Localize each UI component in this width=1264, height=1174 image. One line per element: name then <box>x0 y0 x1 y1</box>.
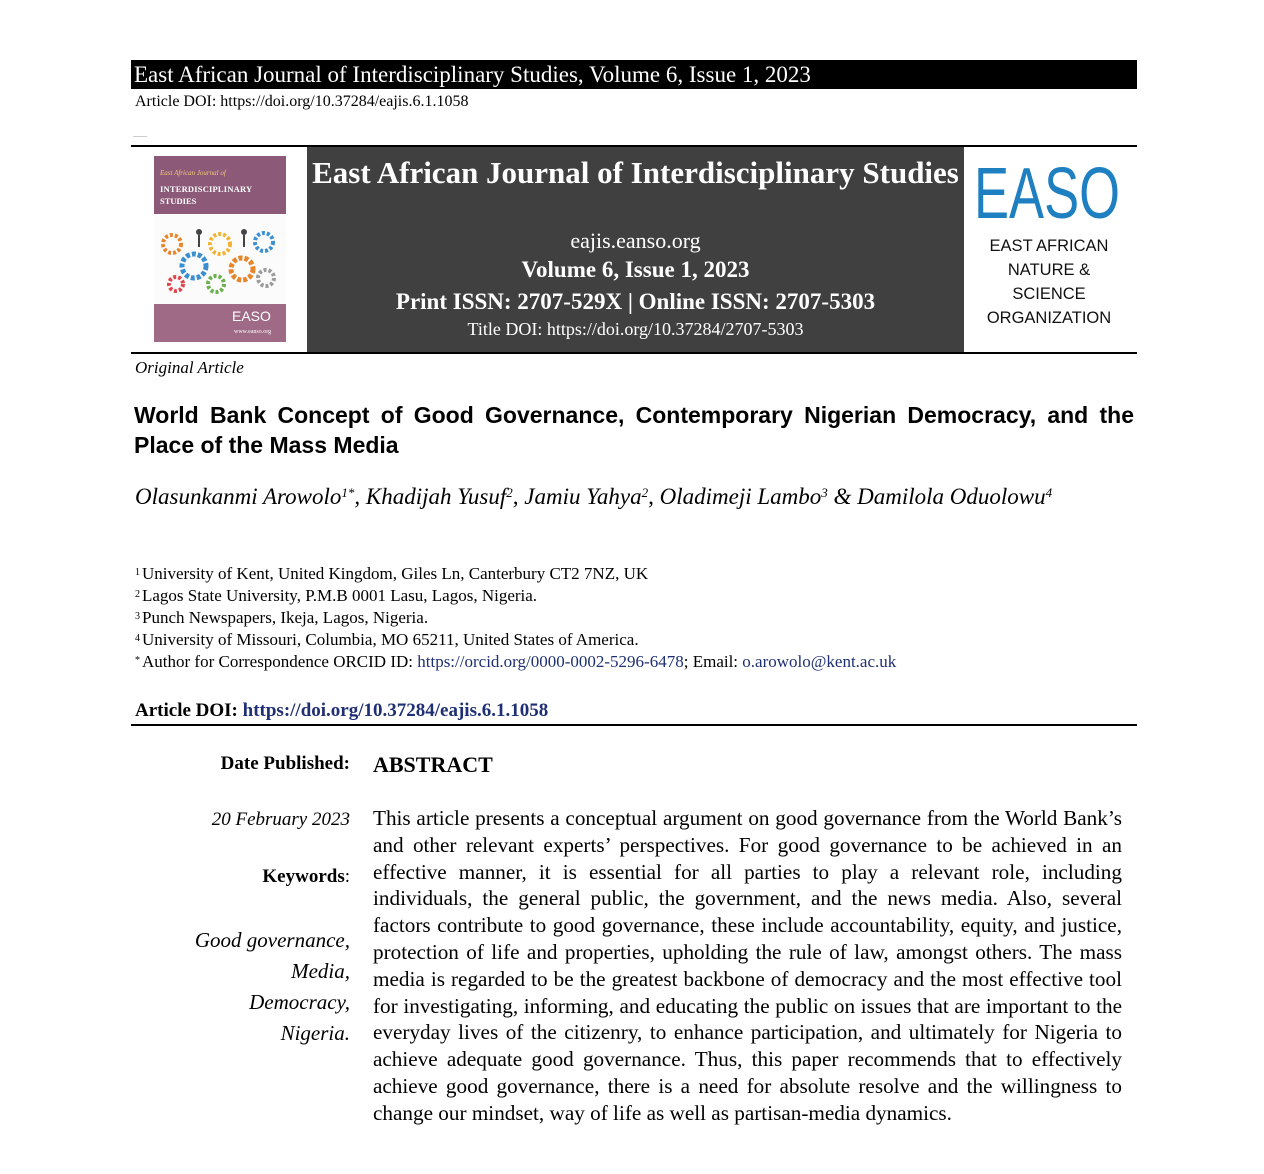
easo-logo-icon <box>974 154 1124 234</box>
affil-mark: * <box>135 655 140 666</box>
journal-title: East African Journal of Interdisciplinary Studies <box>312 155 959 190</box>
cover-title-line2: STUDIES <box>160 196 197 206</box>
banner-bottom-rule <box>131 352 1137 354</box>
affil-mark: 2 <box>135 589 140 600</box>
easo-logo <box>974 154 1124 234</box>
author-affil-mark: 2 <box>641 485 649 500</box>
keyword: Democracy, <box>249 990 350 1014</box>
cover-logo: EASO <box>232 308 271 324</box>
doi-rule <box>131 724 1137 726</box>
journal-cover-image <box>154 156 286 342</box>
email-link[interactable]: o.arowolo@kent.ac.uk <box>742 652 897 671</box>
author-separator: , <box>354 484 366 509</box>
article-title: World Bank Concept of Good Governance, Contemporary Nigerian Democracy, and the Place of the Mass Media <box>134 402 1134 458</box>
affil-text: Punch Newspapers, Ikeja, Lagos, Nigeria. <box>142 608 429 627</box>
keywords-label: Keywords <box>262 866 345 887</box>
affiliation-item <box>135 629 896 651</box>
date-published-label: Date Published: <box>220 753 350 774</box>
author-affil-mark: 4 <box>1045 485 1053 500</box>
journal-issn: Print ISSN: 2707-529X | Online ISSN: 2707-5303 <box>395 289 876 314</box>
article-doi-link[interactable]: https://doi.org/10.37284/eajis.6.1.1058 <box>242 700 549 721</box>
affiliations <box>135 563 896 673</box>
keywords-list <box>150 925 350 1049</box>
author-name: Oladimeji Lambo <box>659 484 822 509</box>
keyword: Good governance, <box>194 928 350 952</box>
date-published: 20 February 2023 <box>211 809 350 830</box>
affil-text: Lagos State University, P.M.B 0001 Lasu, Lagos, Nigeria. <box>142 586 538 605</box>
affiliation-item <box>135 585 896 607</box>
article-doi-label: Article DOI: <box>135 700 243 721</box>
journal-volume: Volume 6, Issue 1, 2023 <box>521 257 750 282</box>
keyword: Nigeria. <box>280 1021 350 1045</box>
running-header-doi: Article DOI: https://doi.org/10.37284/eajis.6.1.1058 <box>135 93 469 110</box>
abstract-text: This article presents a conceptual argument on good governance from the World Bank’s and other relevant experts’ perspectives. For good governance to be achieved in an effective manner, it is essential for all parties to play a relevant role, including individuals, the general public, the government, and the news media. Also, several factors contribute to good governance, these include accountability, equity, and justice, protection of life and properties, upholding the rule of law, amongst others. The mass media is regarded to be the greatest backbone of democracy and the most effective tool for investigating, informing, and educating the public on issues that are important to the everyday lives of the citizenry, to enhance participation, and ultimately for Nigeria to achieve adequate good governance. Thus, this paper recommends that to effectively achieve good governance, there is a need for absolute resolve and the willingness to change our mindset, way of life as well as partisan-media dynamics. <box>373 806 1122 1125</box>
article-type: Original Article <box>135 358 244 377</box>
cover-title-small: East African Journal of <box>160 169 226 177</box>
author-affil-mark: 1* <box>341 485 355 500</box>
tiny-mark: ──── <box>133 135 148 140</box>
article-doi <box>135 700 548 722</box>
author-name: Jamiu Yahya <box>524 484 642 509</box>
cover-gears-illustration <box>154 214 286 304</box>
affil-mark: 4 <box>135 633 140 644</box>
journal-banner <box>307 147 964 352</box>
running-header-title: East African Journal of Interdisciplinary Studies, Volume 6, Issue 1, 2023 <box>131 60 1137 89</box>
affil-mark: 3 <box>135 611 140 622</box>
org-name <box>966 234 1132 330</box>
org-name-line4: ORGANIZATION <box>986 309 1112 327</box>
author-list <box>135 482 1133 512</box>
author-name: Damilola Oduolowu <box>857 484 1046 509</box>
journal-site: eajis.eanso.org <box>570 228 701 253</box>
journal-title-doi: Title DOI: https://doi.org/10.37284/2707-5303 <box>467 319 804 339</box>
svg-text:EASO: EASO <box>974 154 1120 234</box>
correspondence-item <box>135 651 896 673</box>
author-name: Khadijah Yusuf <box>365 484 507 509</box>
keywords-heading: Keywords: <box>262 866 350 887</box>
author-separator: & <box>827 484 858 509</box>
org-name-line3: SCIENCE <box>1012 285 1086 303</box>
affil-text: University of Missouri, Columbia, MO 65211, United States of America. <box>142 630 639 649</box>
keyword: Media, <box>291 959 350 983</box>
abstract-heading: ABSTRACT <box>373 752 493 777</box>
affil-text: University of Kent, United Kingdom, Giles Ln, Canterbury CT2 7NZ, UK <box>142 564 649 583</box>
affiliation-item <box>135 563 896 585</box>
author-separator: , <box>648 484 660 509</box>
affiliation-item <box>135 607 896 629</box>
author-name: Olasunkanmi Arowolo <box>135 484 342 509</box>
affil-mark: 1 <box>135 567 140 578</box>
correspondence-label: Author for Correspondence ORCID ID: <box>142 652 418 671</box>
orcid-link[interactable]: https://orcid.org/0000-0002-5296-6478 <box>417 652 684 671</box>
gears-icon <box>154 214 286 304</box>
author-affil-mark: 3 <box>821 485 828 500</box>
org-name-line1: EAST AFRICAN <box>989 237 1109 255</box>
org-name-line2: NATURE & <box>1007 261 1091 279</box>
cover-url: www.eanso.org <box>234 329 272 335</box>
author-separator: , <box>512 484 525 509</box>
cover-title-line1: INTERDISCIPLINARY <box>160 184 253 194</box>
author-affil-mark: 2 <box>506 485 513 500</box>
email-label: ; Email: <box>683 652 743 671</box>
